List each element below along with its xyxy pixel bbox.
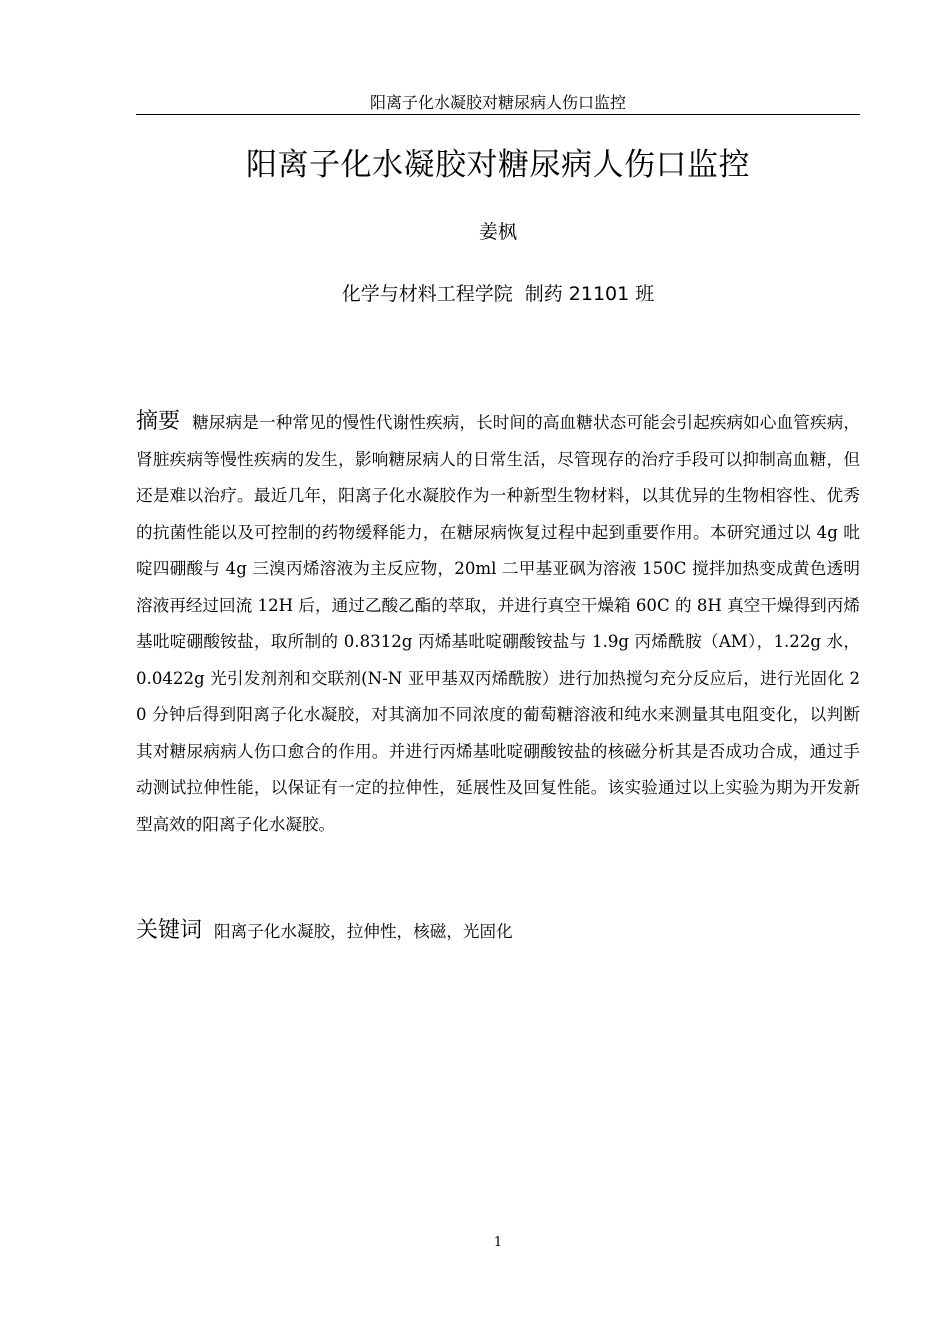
keywords-text: 阳离子化水凝胶，拉伸性，核磁，光固化 <box>214 922 513 941</box>
author-name: 姜枫 <box>478 221 517 243</box>
abstract-section <box>136 404 860 843</box>
running-header: 阳离子化水凝胶对糖尿病人伤口监控 <box>369 93 626 112</box>
page-number: 1 <box>493 1235 503 1250</box>
affiliation-school: 化学与材料工程学院 <box>341 283 513 305</box>
keywords-section <box>136 912 860 951</box>
keywords-label: 关键词 <box>136 918 203 943</box>
abstract-label: 摘要 <box>136 409 181 434</box>
affiliation-class: 制药 21101 班 <box>524 283 655 305</box>
abstract-text: 糖尿病是一种常见的慢性代谢性疾病，长时间的高血糖状态可能会引起疾病如心血管疾病，肾脏疾病等慢性疾病的发生，影响糖尿病人的日常生活，尽管现存的治疗手段可以抑制高血糖，但还是难以治疗。最近几年，阳离子化水凝胶作为一种新型生物材料，以其优异的生物相容性、优秀的抗菌性能以及可控制的药物缓释能力，在糖尿病恢复过程中起到重要作用。本研究通过以 4g 吡啶四硼酸与 4g 三溴丙烯溶液为主反应物，20ml 二甲基亚砜为溶液 150C 搅拌加热变成黄色透明溶液再经过回流 12H 后，通过乙酸乙酯的萃取，并进行真空干燥箱 60C 的 8H 真空干燥得到丙烯基吡啶硼酸铵盐，取所制的 0.8312g 丙烯基吡啶硼酸铵盐与 1.9g 丙烯酰胺（AM），1.22g 水，0.0422g 光引发剂剂和交联剂(N-N 亚甲基双丙烯酰胺）进行加热搅匀充分反应后，进行光固化 20 分钟后得到阳离子化水凝胶，对其滴加不同浓度的葡萄糖溶液和纯水来测量其电阻变化，以判断其对糖尿病病人伤口愈合的作用。并进行丙烯基吡啶硼酸铵盐的核磁分析其是否成功合成，通过手动测试拉伸性能，以保证有一定的拉伸性，延展性及回复性能。该实验通过以上实验为期为开发新型高效的阳离子化水凝胶。 <box>136 413 860 834</box>
header-divider <box>136 114 860 115</box>
paper-title: 阳离子化水凝胶对糖尿病人伤口监控 <box>246 147 750 183</box>
affiliation <box>136 279 860 309</box>
